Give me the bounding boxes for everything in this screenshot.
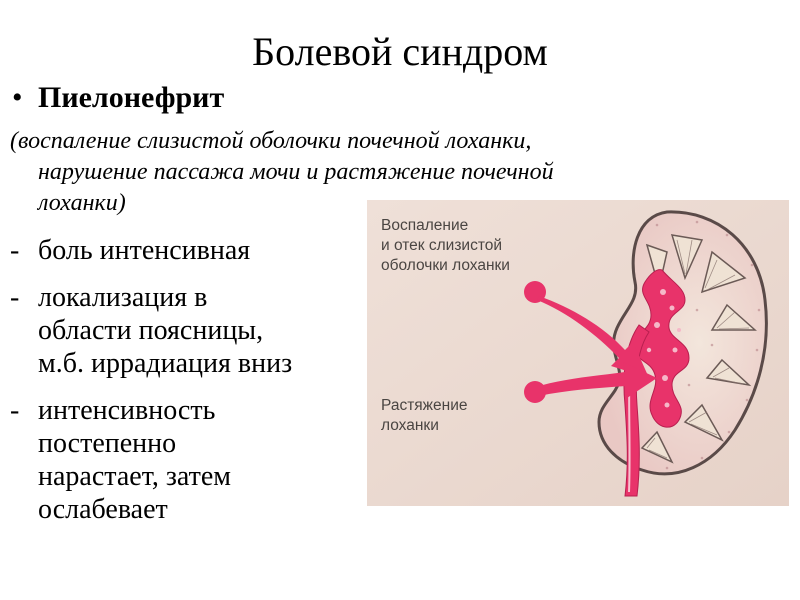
dash-marker: -	[10, 235, 20, 266]
label-line: Воспаление	[381, 217, 469, 234]
note-line: нарушение пассажа мочи и растяжение почечной	[38, 159, 554, 185]
kidney-illustration	[367, 200, 789, 506]
note-line: лоханки)	[38, 190, 126, 216]
label-line: лоханки	[381, 417, 439, 434]
dash-marker: -	[10, 282, 20, 313]
label-dilation	[381, 396, 468, 436]
symptom-line: постепенно	[38, 428, 177, 459]
symptom-item	[10, 234, 370, 267]
symptom-line: интенсивность	[38, 395, 216, 426]
symptom-line: м.б. иррадиация вниз	[38, 348, 293, 379]
slide-title: Болевой синдром	[252, 29, 548, 74]
symptom-line: нарастает, затем	[38, 461, 231, 492]
symptom-line: ослабевает	[38, 494, 168, 525]
symptom-line: боль интенсивная	[38, 235, 251, 266]
symptom-list	[10, 234, 370, 540]
label-inflammation	[381, 216, 510, 276]
symptom-item	[10, 281, 370, 380]
label-line: и отек слизистой	[381, 237, 503, 254]
symptom-line: области поясницы,	[38, 315, 264, 346]
symptom-line: локализация в	[38, 282, 208, 313]
bullet-symbol: •	[12, 81, 23, 114]
bullet-pyelonephritis	[12, 80, 224, 116]
note-line: (воспаление слизистой оболочки почечной лоханки,	[10, 128, 532, 154]
label-line: Растяжение	[381, 397, 468, 414]
label-line: оболочки лоханки	[381, 257, 510, 274]
dash-marker: -	[10, 395, 20, 426]
symptom-item	[10, 394, 370, 526]
bullet-label: Пиелонефрит	[38, 81, 225, 114]
